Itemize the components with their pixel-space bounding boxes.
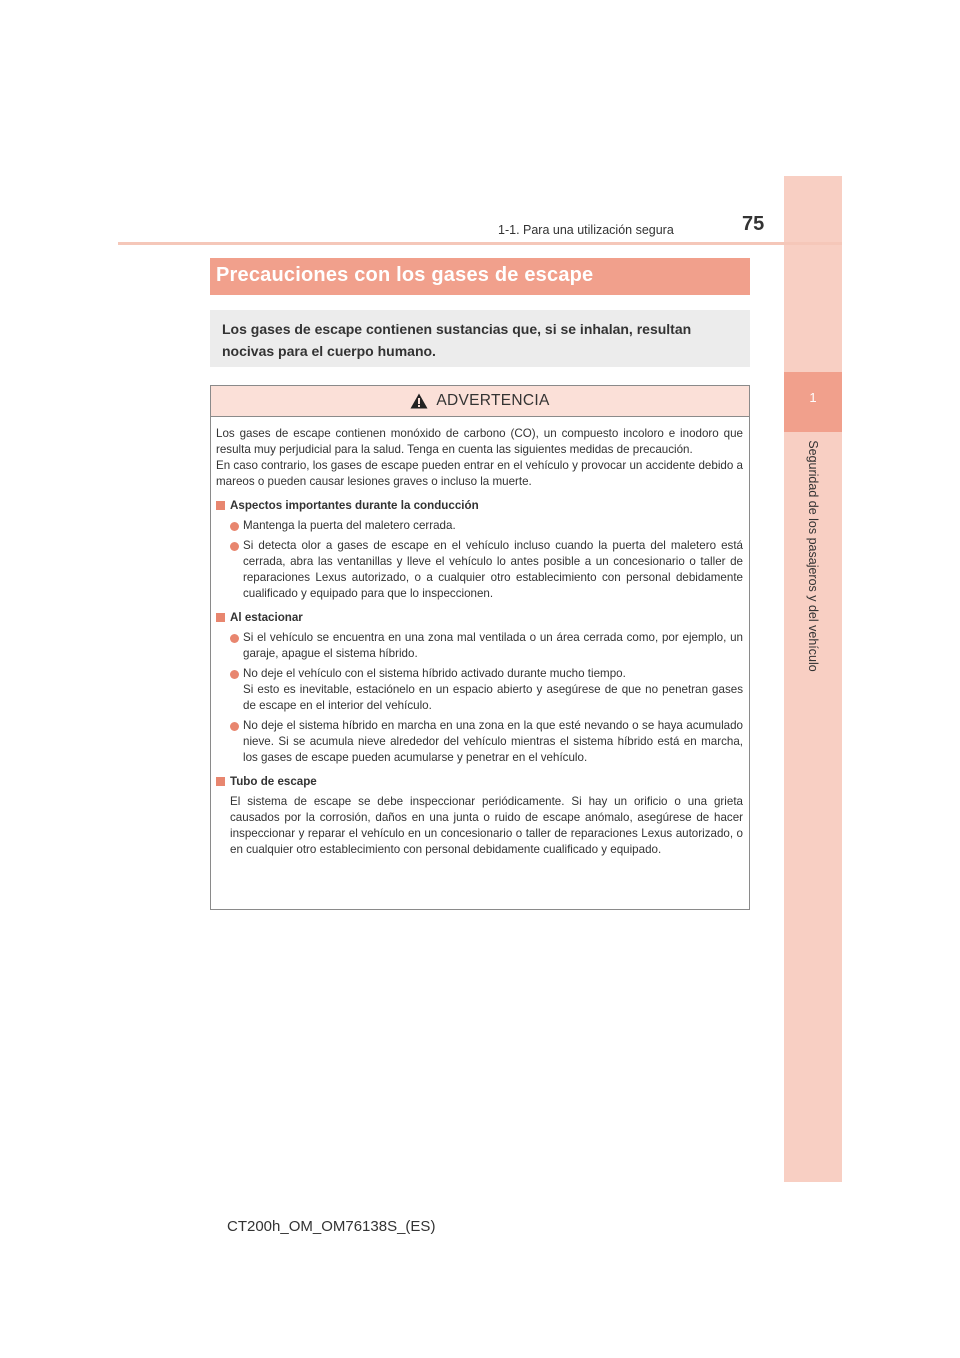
- circle-bullet-icon: [230, 542, 239, 551]
- warning-body: [211, 417, 749, 858]
- intro-box: [210, 310, 750, 367]
- warning-box: [210, 385, 750, 910]
- header-divider: [118, 242, 842, 245]
- side-chapter-band: [784, 176, 842, 1182]
- section-header: 1-1. Para una utilización segura: [498, 223, 674, 237]
- chapter-title: Seguridad de los pasajeros y del vehículo: [806, 440, 820, 672]
- circle-bullet-icon: [230, 522, 239, 531]
- list-item-extra: Si esto es inevitable, estaciónelo en un espacio abierto y asegúrese de que no penetran gases de escape en el interior del vehículo.: [243, 683, 743, 712]
- document-code-footer: CT200h_OM_OM76138S_(ES): [227, 1218, 436, 1235]
- warning-triangle-icon: [410, 393, 428, 409]
- circle-bullet-icon: [230, 670, 239, 679]
- section-heading-parking: Al estacionar: [216, 610, 743, 626]
- intro-text: Los gases de escape contienen sustancias que, si se inhalan, resultan nocivas para el cuerpo humano.: [222, 321, 692, 359]
- list-item: No deje el vehículo con el sistema híbrido activado durante mucho tiempo. Si esto es inevitable, estaciónelo en un espacio abierto y asegúrese de que no penetran gases de escape en el interior del vehículo.: [216, 666, 743, 714]
- warning-paragraph-2: En caso contrario, los gases de escape pueden entrar en el vehículo y provocar un accidente debido a mareos o pueden causar lesiones graves o incluso la muerte.: [216, 459, 743, 488]
- section-heading-driving: Aspectos importantes durante la conducción: [216, 498, 743, 514]
- chapter-number: 1: [809, 390, 817, 405]
- title-bar: [210, 258, 750, 295]
- list-item: Si detecta olor a gases de escape en el vehículo incluso cuando la puerta del maletero está cerrada, abra las ventanillas y lleve el vehículo lo antes posible a un concesionario o taller de reparaciones Lexus autorizado, o a cualquier otro establecimiento con personal debidamente cualificado y equipado para que lo inspeccionen.: [216, 538, 743, 602]
- circle-bullet-icon: [230, 722, 239, 731]
- section-heading-exhaust-pipe: Tubo de escape: [216, 774, 743, 790]
- warning-paragraph-1: Los gases de escape contienen monóxido de carbono (CO), un compuesto incoloro e inodoro que resulta muy perjudicial para la salud. Tenga en cuenta las siguientes medidas de precaución.: [216, 427, 743, 456]
- list-item: No deje el sistema híbrido en marcha en una zona en la que esté nevando o se haya acumulado nieve. Si se acumula nieve alrededor del vehículo mientras el sistema híbrido está en marcha, los gases de escape pueden acumularse y penetrar en el vehículo.: [216, 718, 743, 766]
- list-item: Si el vehículo se encuentra en una zona mal ventilada o un área cerrada como, por ejemplo, un garaje, apague el sistema híbrido.: [216, 630, 743, 662]
- square-bullet-icon: [216, 777, 225, 786]
- page-number: 75: [742, 213, 765, 235]
- circle-bullet-icon: [230, 634, 239, 643]
- square-bullet-icon: [216, 613, 225, 622]
- exhaust-pipe-text: El sistema de escape se debe inspeccionar periódicamente. Si hay un orificio o una grieta causados por la corrosión, daños en una junta o ruido de escape anómalo, asegúrese de hacer inspeccionar y reparar el vehículo en un concesionario o taller de reparaciones Lexus autorizado, o en cualquier otro establecimiento con personal debidamente cualificado y equipado.: [230, 795, 743, 856]
- page-title: Precauciones con los gases de escape: [216, 264, 594, 286]
- list-item: Mantenga la puerta del maletero cerrada.: [216, 518, 743, 534]
- warning-header: [211, 386, 749, 417]
- warning-heading: ADVERTENCIA: [436, 392, 550, 409]
- square-bullet-icon: [216, 501, 225, 510]
